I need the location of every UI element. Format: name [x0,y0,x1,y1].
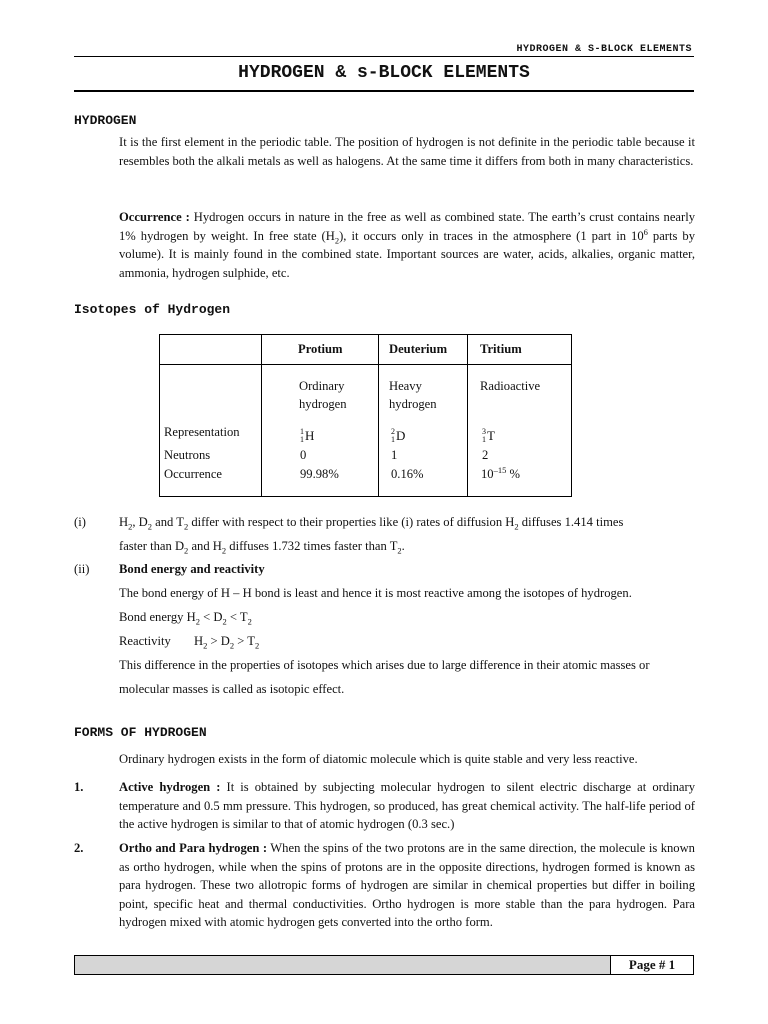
occurrence-text-1: Hydrogen occurs in nature in the free as well as combined state. The earth’s crust contains nearly 1% hydrogen by weight. In free state (H [119,210,696,243]
representation-deuterium [391,421,405,445]
type-protium-line2: hydrogen [299,397,347,411]
row-label-representation: Representation [164,425,240,439]
occurrence-tritium [481,465,520,483]
occurrence-deuterium: 0.16% [391,467,424,481]
reactivity-label: Reactivity [119,634,171,648]
active-hydrogen-label: Active hydrogen : [119,780,221,794]
forms-intro: Ordinary hydrogen exists in the form of diatomic molecule which is quite stable and very less reactive. [119,752,638,766]
table-divider [160,364,571,365]
occurrence-text-2: ), it occurs only in traces in the atmosphere (1 part in 10 [339,228,644,243]
bond-energy-order: Bond energy $H_2 < D_2 < T_2$ [119,610,252,627]
footer-bar [74,955,694,975]
mass-number: 2 [391,427,395,436]
isotope-symbol: T [487,428,495,443]
occurrence-tritium-unit: % [506,467,520,481]
table-divider [378,335,379,496]
active-hydrogen-text: It is obtained by subjecting molecular hydrogen to silent electric discharge at ordinary temperature and 0.5 mm pressure. This hydrogen, so produced, has great chemical activity. The half-life period of the active hydrogen is similar to that of atomic hydrogen (0.3 sec.) [119,780,695,831]
representation-protium [300,421,314,445]
page-number: Page # 1 [610,955,694,975]
ortho-para-paragraph [119,839,695,932]
neutrons-tritium: 2 [482,448,489,462]
neutrons-deuterium: 1 [391,448,398,462]
row-label-neutrons: Neutrons [164,448,211,462]
mass-number: 1 [300,427,304,436]
isotopic-effect-line-2: molecular masses is called as isotopic effect. [119,682,345,696]
type-protium-line1: Ordinary [299,379,345,393]
section-heading-forms: FORMS OF HYDROGEN [74,725,207,740]
section-heading-hydrogen: HYDROGEN [74,113,137,128]
reactivity-order: $H_2 > D_2 > T_2$ [194,634,260,651]
occurrence-sub: 2 [334,235,340,246]
column-header-deuterium: Deuterium [389,342,448,356]
running-header: HYDROGEN & S-BLOCK ELEMENTS [516,44,692,55]
mass-number: 3 [482,427,486,436]
item-number-2: 2. [74,841,84,855]
isotopes-table [159,334,572,497]
active-hydrogen-paragraph [119,778,695,834]
isotopic-effect-line-1: This difference in the properties of isotopes which arises due to large difference in their atomic masses or [119,658,650,672]
occurrence-sup: 6 [643,226,648,237]
atomic-number: 1 [391,435,395,444]
neutrons-protium: 0 [300,448,307,462]
title-rule [74,90,694,92]
header-rule [74,56,694,57]
hydrogen-intro: It is the first element in the periodic table. The position of hydrogen is not definite in the periodic table because it resembles both the alkali metals as well as halogens. At the same time it differs from both in many characteristics. [119,135,695,168]
isotope-symbol: D [396,428,406,443]
occurrence-protium: 99.98% [300,467,339,481]
type-deuterium-line2: hydrogen [389,397,437,411]
diffusion-line-2: faster than $D_2$ and $H_2$ diffuses 1.732 times faster than $T_2$. [119,539,405,556]
type-deuterium-line1: Heavy [389,379,422,393]
isotope-symbol: H [305,428,315,443]
table-divider [261,335,262,496]
occurrence-label: Occurrence : [119,210,190,224]
occurrence-tritium-base: 10 [481,467,494,481]
diffusion-line-1: $H_2$, $D_2$ and $T_2$ differ with respect to their properties like (i) rates of diffusion $H_2$ diffuses 1.414 times [119,515,624,532]
occurrence-text-3: parts by volume). It is mainly found in the combined state. Important sources are water, acids, alkalies, organic matter, ammonia, hydrogen sulphide, etc. [119,228,695,280]
point-marker-ii: (ii) [74,562,90,576]
atomic-number: 1 [482,435,486,444]
bond-energy-text: The bond energy of H – H bond is least and hence it is most reactive among the isotopes of hydrogen. [119,586,632,600]
type-tritium-line1: Radioactive [480,379,541,393]
row-label-occurrence: Occurrence [164,467,223,481]
representation-tritium [482,421,495,445]
table-divider [467,335,468,496]
column-header-tritium: Tritium [480,342,522,356]
occurrence-paragraph [119,208,695,282]
ortho-para-label: Ortho and Para hydrogen : [119,841,268,855]
occurrence-tritium-exponent: –15 [493,464,507,475]
atomic-number: 1 [300,435,304,444]
point-marker-i: (i) [74,515,86,529]
item-number-1: 1. [74,780,84,794]
bond-energy-heading: Bond energy and reactivity [119,562,265,576]
section-heading-isotopes: Isotopes of Hydrogen [74,302,231,317]
page-title: HYDROGEN & s-BLOCK ELEMENTS [238,63,530,83]
ortho-para-text: When the spins of the two protons are in the same direction, the molecule is known as ortho hydrogen, while when the spins of protons are in the opposite directions, hydrogen formed is known as para hydrogen. These two allotropic forms of hydrogen are similar in chemical properties but differ in boiling point, specific heat and thermal conductivities. Ortho hydrogen is more stable than the para hydrogen. Para hydrogen mixed with atomic hydrogen gets converted into the ortho form. [119,841,695,929]
column-header-protium: Protium [298,342,343,356]
